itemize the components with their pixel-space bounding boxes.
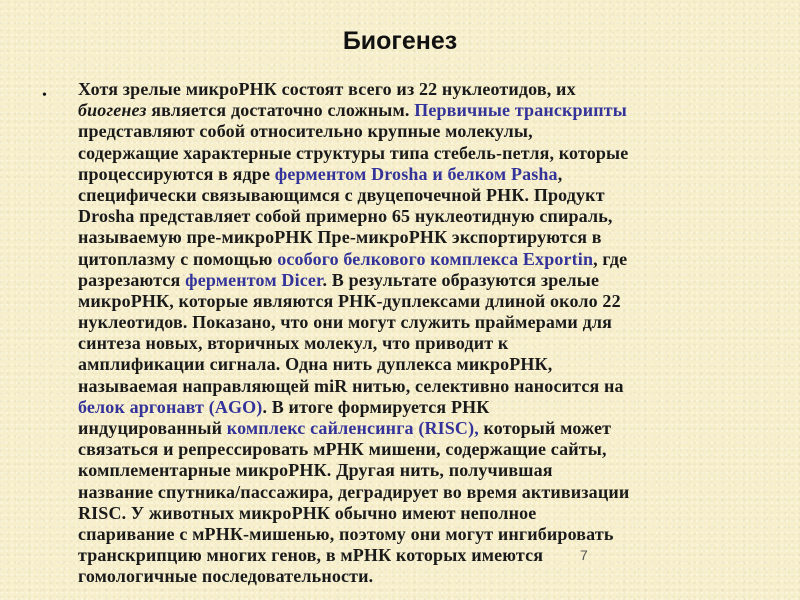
text-segment: называемая направляющей miR нитью, селективно наносится на xyxy=(78,375,624,396)
text-line xyxy=(78,460,778,481)
text-line xyxy=(78,545,778,566)
highlighted-term: ферментом Drosha и белком Pasha xyxy=(274,163,558,184)
text-segment: Хотя зрелые микроРНК состоят всего из 22 нуклеотидов, их xyxy=(78,79,576,99)
text-line xyxy=(78,164,778,185)
text-segment: , где xyxy=(593,248,628,269)
text-line xyxy=(78,185,778,206)
text-line xyxy=(78,100,778,121)
slide-title: Биогенез xyxy=(342,27,458,55)
text-line xyxy=(78,206,778,227)
italic-term: биогенез xyxy=(78,100,147,121)
highlighted-term: белок аргонавт (AGO) xyxy=(78,396,263,417)
text-line xyxy=(78,503,778,524)
text-line xyxy=(78,270,778,291)
text-line xyxy=(78,312,778,333)
text-line xyxy=(78,249,778,270)
text-segment: нуклеотидов. Показано, что они могут служить праймерами для xyxy=(78,312,612,333)
text-segment: специфически связывающимся с двуцепочечной РНК. Продукт xyxy=(78,184,605,205)
text-segment: Drosha представляет собой примерно 65 нуклеотидную спираль, xyxy=(78,206,613,227)
text-segment: который может xyxy=(478,418,612,438)
text-line xyxy=(78,121,778,142)
slide-body-text xyxy=(78,79,778,588)
text-line xyxy=(78,482,778,503)
text-segment: . В итоге формируется РНК xyxy=(262,396,490,417)
text-line xyxy=(78,291,778,312)
text-line xyxy=(78,397,778,418)
text-segment: спаривание с мРНК-мишенью, поэтому они могут ингибировать xyxy=(78,523,614,544)
text-segment: разрезаются xyxy=(78,269,186,290)
text-segment: называемую пре-микроРНК Пре-микроРНК экспортируются в xyxy=(78,227,602,248)
text-line xyxy=(78,333,778,354)
text-line xyxy=(78,439,778,460)
text-segment: синтеза новых, вторичных молекул, что приводит к xyxy=(78,333,509,354)
text-line xyxy=(78,79,778,100)
text-segment: , xyxy=(557,163,563,184)
text-line xyxy=(78,524,778,545)
text-segment: является достаточно сложным. xyxy=(146,100,415,121)
text-line xyxy=(78,376,778,397)
page-number: 7 xyxy=(580,547,588,563)
text-line xyxy=(78,227,778,248)
text-segment: индуцированный xyxy=(78,418,227,438)
text-segment: комплементарные микроРНК. Другая нить, получившая xyxy=(78,460,553,481)
text-segment: содержащие характерные структуры типа стебель-петля, которые xyxy=(78,142,629,163)
text-line xyxy=(78,143,778,164)
text-segment: представляют собой относительно крупные молекулы, xyxy=(78,121,533,142)
text-segment: связаться и репрессировать мРНК мишени, содержащие сайты, xyxy=(78,439,607,460)
highlighted-term: особого белкового комплекса Exportin xyxy=(277,248,594,269)
highlighted-term: ферментом Dicer xyxy=(185,269,323,290)
text-segment: процессируются в ядре xyxy=(78,163,275,184)
text-segment: гомологичные последовательности. xyxy=(78,566,374,587)
text-segment: микроРНК, которые являются РНК-дуплексами длиной около 22 xyxy=(78,290,621,311)
bullet-point: • xyxy=(42,88,47,103)
text-line xyxy=(78,354,778,375)
text-segment: транскрипцию многих генов, в мРНК которых имеются xyxy=(78,545,544,566)
highlighted-term: комплекс сайленсинга (RISC), xyxy=(226,418,479,438)
text-line xyxy=(78,566,778,587)
text-segment: название спутника/пассажира, деградирует во время активизации xyxy=(78,481,630,502)
text-segment: RISC. У животных микроРНК обычно имеют неполное xyxy=(78,502,537,523)
text-segment: . В результате образуются зрелые xyxy=(322,269,600,290)
text-segment: амплификации сигнала. Одна нить дуплекса микроРНК, xyxy=(78,354,553,375)
text-segment: цитоплазму с помощью xyxy=(78,248,278,269)
highlighted-term: Первичные транскрипты xyxy=(414,100,627,121)
text-line xyxy=(78,418,778,439)
